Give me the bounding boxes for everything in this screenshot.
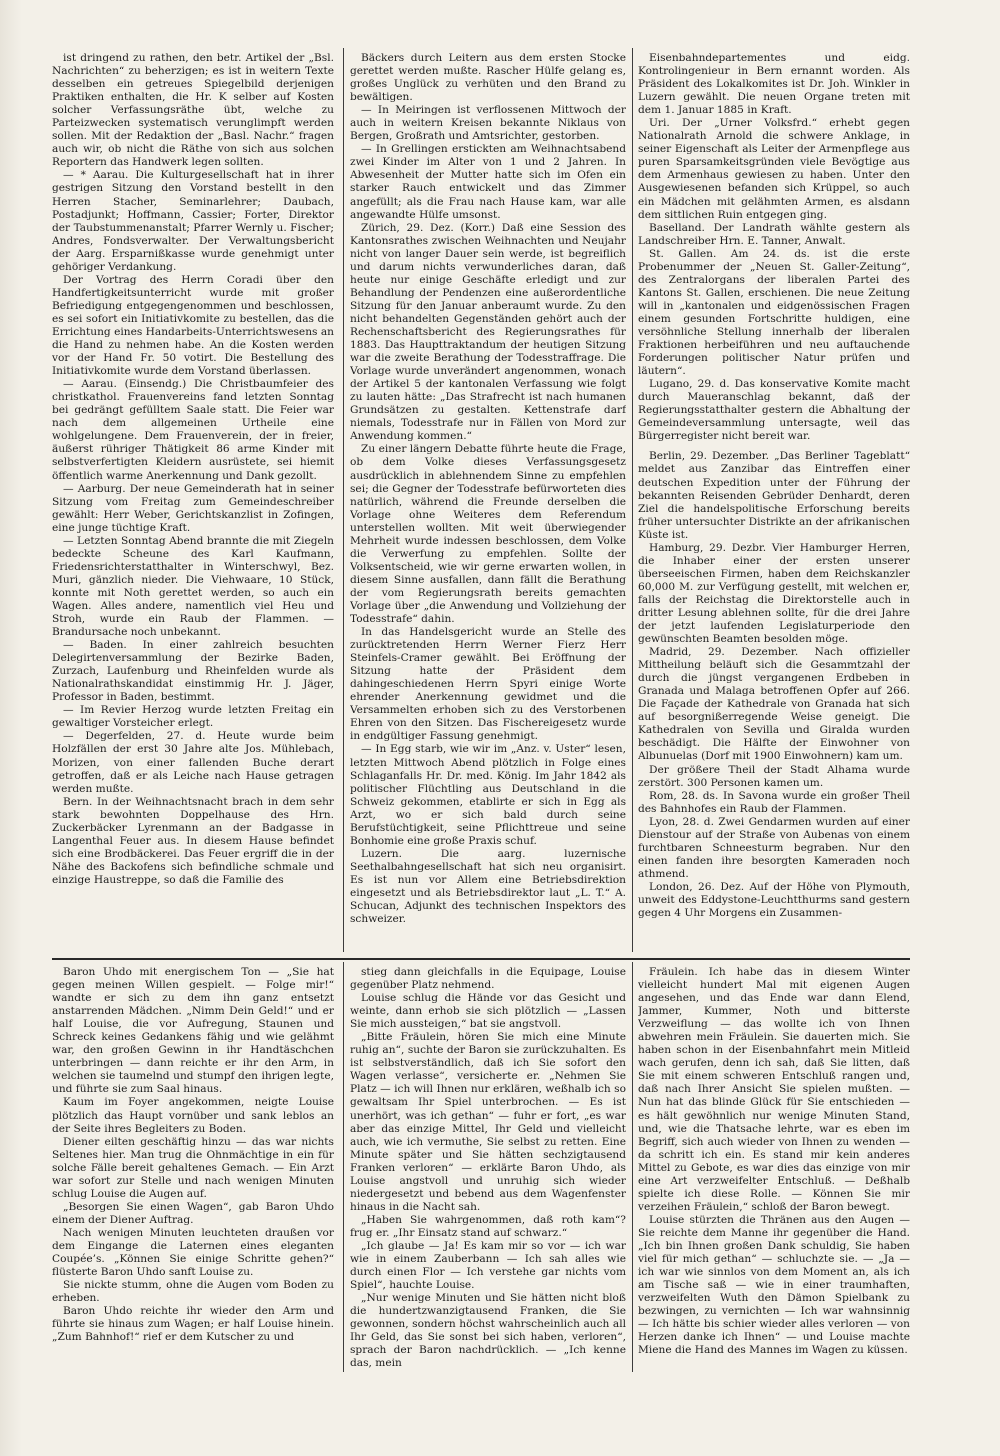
article-paragraph: Kaum im Foyer angekommen, neigte Louise plötzlich das Haupt vornüber und sank leblos an der Seite ihres Begleiters zu Boden. (52, 1096, 334, 1135)
article-paragraph: Baron Uhdo mit energischem Ton — „Sie hat gegen meinen Willen gespielt. — Folge mir!“ wandte er sich zu dem ihn ganz entsetzt anstarrenden Mädchen. „Nimm Dein Geld!“ und er half Louise, die vor Aufregung, Staunen und Schreck keines Gedankens fähig und wie gelähmt war, den großen Gewinn in ihr Handtäschchen unterbringen — dann reichte er ihr den Arm, in welchen sie taumelnd und stumpf den ihrigen legte, und führte sie zum Saal hinaus. (52, 966, 334, 1096)
article-paragraph: Der größere Theil der Stadt Alhama wurde zerstört. 300 Personen kamen um. (638, 763, 910, 789)
column-divider-1 (343, 48, 344, 952)
article-paragraph: Louise stürzten die Thränen aus den Augen — Sie reichte dem Manne ihr gegenüber die Hand. „Ich bin Ihnen großen Dank schuldig, Sie haben viel für mich gethan“ — schluchzte sie. — „Ja — ich war wie sinnlos von dem Moment an, als ich am Tische saß — wie in einer traumhaften, verzweifelten Wuth den Dämon Spielbank zu bezwingen, zu vernichten — Ich war wahnsinnig — Ich hätte bis schier wieder alles verloren — von Herzen danke ich Ihnen“ — und Louise machte Miene die Hand des Mannes im Wagen zu küssen. (638, 1213, 910, 1357)
article-paragraph: Baselland. Der Landrath wählte gestern als Landschreiber Hrn. E. Tanner, Anwalt. (638, 221, 910, 247)
article-paragraph: — In Meiringen ist verflossenen Mittwoch der auch in weitern Kreisen bekannte Niklaus von Bergen, Großrath und Amtsrichter, gestorben. (350, 104, 626, 143)
article-paragraph: Baron Uhdo reichte ihr wieder den Arm und führte sie hinaus zum Wagen; er half Louise hinein. „Zum Bahnhof!“ rief er dem Kutscher zu und (52, 1305, 334, 1344)
column-divider-3 (343, 962, 344, 1372)
article-paragraph: London, 26. Dez. Auf der Höhe von Plymouth, unweit des Eddystone-Leuchtthurms sand gestern gegen 4 Uhr Morgens ein Zusammen- (638, 880, 910, 920)
article-paragraph: ist dringend zu rathen, den betr. Artikel der „Bsl. Nachrichten“ zu beherzigen; es ist in weitern Texte desselben ein getreues Spiegelbild derjenigen Praktiken enthalten, die Hr. K selber auf Kosten solcher Verfassungsräthe übt, welche zu Parteizwecken systematisch verunglimpft werden sollen. Mit der Redaktion der „Basl. Nachr.“ fragen auch wir, ob nicht die Räthe von sich aus solchen Reportern das Handwerk legen sollten. (52, 52, 334, 169)
article-paragraph: „Ich glaube — Ja! Es kam mir so vor — ich war wie in einem Zauberbann — Ich sah alles wie durch einen Flor — Ich verstehe gar nichts vom Spiel“, hauchte Louise. (350, 1239, 626, 1292)
article-paragraph: Lugano, 29. d. Das konservative Komite macht durch Maueranschlag bekannt, daß der Regierungsstatthalter gestern die Abhaltung der Gemeindeversammlung untersagte, weil das Bürgerregister nicht bereit war. (638, 378, 910, 443)
article-paragraph: „Nur wenige Minuten und Sie hätten nicht bloß die hundertzwanzigtausend Franken, die Sie gewonnen, sondern höchst wahrscheinlich auch all Ihr Geld, das Sie sonst bei sich haben, verloren“, sprach der Baron nachdrücklich. — „Ich kenne das, mein (350, 1292, 626, 1370)
column-divider-2 (632, 48, 633, 952)
article-paragraph: Louise schlug die Hände vor das Gesicht und weinte, dann erhob sie sich plötzlich — „Lassen Sie mich aussteigen,“ bat sie angstvoll. (350, 992, 626, 1031)
article-paragraph: „Bitte Fräulein, hören Sie mich eine Minute ruhig an“, suchte der Baron sie zurückzuhalten. Es ist selbstverständlich, daß ich Sie sofort den Wagen verlasse“, versicherte er. „Nehmen Sie Platz — ich will Ihnen nur erklären, weßhalb ich so gewaltsam Ihr Spiel unterbrochen. — Es ist unerhört, was ich gethan“ — fuhr er fort, „es war aber das einzige Mittel, Ihr Geld und vielleicht auch, wie ich vermuthe, Sie selbst zu retten. Eine Minute später und Sie hätten sechzigtausend Franken verloren“ — erklärte Baron Uhdo, als Louise angstvoll und unruhig sich wieder niedergesetzt und bebend aus dem Wagenfenster hinaus in die Nacht sah. (350, 1031, 626, 1213)
news-column-3 (638, 52, 910, 952)
article-paragraph: — Baden. In einer zahlreich besuchten Delegirtenversammlung der Bezirke Baden, Zurzach, Laufenburg und Rheinfelden wurde als Nationalrathskandidat einstimmig Hr. J. Jäger, Professor in Baden, bestimmt. (52, 639, 334, 704)
feuilleton-column-1 (52, 966, 334, 1372)
article-paragraph: Hamburg, 29. Dezbr. Vier Hamburger Herren, die Inhaber einer der ersten unserer überseeischen Firmen, haben dem Reichskanzler 60,000 M. zur Verfügung gestellt, mit welchen er, falls der Reichstag die Direktorstelle auch in dritter Lesung ablehnen sollte, für die drei Jahre der jetzt laufenden Legislaturperiode den gewünschten Beamten besolden möge. (638, 541, 910, 646)
article-paragraph: — In Egg starb, wie wir im „Anz. v. Uster“ lesen, letzten Mittwoch Abend plötzlich in Folge eines Schlaganfalls Hr. Dr. med. König. Im Jahr 1842 als politischer Flüchtling aus Deutschland in die Schweiz gekommen, etablirte er sich in Egg als Arzt, wo er sich bald durch seine Berufstüchtigkeit, seine Pflichttreue und seine Bonhomie eine große Praxis schuf. (350, 743, 626, 847)
article-paragraph: Nach wenigen Minuten leuchteten draußen vor dem Eingange die Laternen eines eleganten Coupée’s. „Können Sie einige Schritte gehen?“ flüsterte Baron Uhdo sanft Louise zu. (52, 1226, 334, 1279)
article-paragraph: „Besorgen Sie einen Wagen“, gab Baron Uhdo einem der Diener Auftrag. (52, 1200, 334, 1226)
article-paragraph: St. Gallen. Am 24. ds. ist die erste Probenummer der „Neuen St. Galler-Zeitung“, des Zentralorgans der liberalen Partei des Kantons St. Gallen, erschienen. Die neue Zeitung will in „kantonalen und eidgenössischen Fragen einem gesunden Fortschritte huldigen, eine versöhnliche Stellung innerhalb der liberalen Fraktionen herbeiführen und neu auftauchende Forderungen politischer Natur prüfen und läutern“. (638, 247, 910, 378)
article-paragraph: Lyon, 28. d. Zwei Gendarmen wurden auf einer Dienstour auf der Straße von Aubenas von einem furchtbaren Schneesturm begraben. Nur den einen fanden ihre besorgten Kameraden noch athmend. (638, 815, 910, 880)
article-paragraph: Madrid, 29. Dezember. Nach offizieller Mittheilung beläuft sich die Gesammtzahl der durch die jüngst vergangenen Erdbeben in Granada und Malaga betroffenen Opfer auf 266. Die Façade der Kathedrale von Granada hat sich auf besorgnißerregende Weise geneigt. Die Kathedralen von Sevilla und Giralda wurden beschädigt. Die Hälfte der Einwohner von Albunuelas (Dorf mit 1900 Einwohnern) kam um. (638, 646, 910, 763)
news-column-1 (52, 52, 334, 952)
article-paragraph: Zürich, 29. Dez. (Korr.) Daß eine Session des Kantonsrathes zwischen Weihnachten und Neujahr nicht von langer Dauer sein werde, ist begreiflich und darum nichts verwunderliches daran, daß heute nur einige Geschäfte erledigt und zur Behandlung der Pendenzen eine außerordentliche Sitzung für den Januar anberaumt wurde. Zu den nicht behandelten Gegenständen gehört auch der Rechenschaftsbericht des Regierungsrathes für 1883. Das Haupttraktandum der heutigen Sitzung war die zweite Berathung der Todesstraffrage. Die Vorlage wurde unverändert angenommen, wonach der Artikel 5 der kantonalen Verfassung wie folgt zu lauten hätte: „Das Strafrecht ist nach humanen Grundsätzen zu gestalten. Kettenstrafe darf niemals, Todesstrafe nur in Fällen von Mord zur Anwendung kommen.“ (350, 221, 626, 443)
feuilleton-separator (52, 958, 910, 960)
article-paragraph: Bern. In der Weihnachtsnacht brach in dem sehr stark bewohnten Doppelhause des Hrn. Zuckerbäcker Lyrenmann an der Badgasse in Langenthal Feuer aus. In diesem Hause befindet sich eine Brodbäckerei. Das Feuer ergriff die in der Nähe des Backofens sich befindliche schmale und einzige Haustreppe, so daß die Familie des (52, 795, 334, 886)
section-gap (638, 443, 910, 450)
article-paragraph: Der Vortrag des Herrn Coradi über den Handfertigkeitsunterricht wurde mit großer Befriedigung entgegengenommen und beschlossen, es sei sofort ein Initiativkomite zu bestellen, das die Errichtung eines Handarbeits-Unterrichtswesens an die Hand zu nehmen habe. An die Kosten werden vor der Hand Fr. 50 votirt. Die Bestellung des Initiativkomite wurde dem Vorstand überlassen. (52, 273, 334, 378)
article-paragraph: Diener eilten geschäftig hinzu — das war nichts Seltenes hier. Man trug die Ohnmächtige in ein für solche Fälle bereit gehaltenes Gemach. — Ein Arzt war sofort zur Stelle und nach wenigen Minuten schlug Louise die Augen auf. (52, 1135, 334, 1200)
news-column-2 (350, 52, 626, 952)
article-paragraph: Berlin, 29. Dezember. „Das Berliner Tageblatt“ meldet aus Zanzibar das Eintreffen einer deutschen Expedition unter der Führung der bekannten Reisenden Gebrüder Denhardt, deren Ziel die handelspolitische Erforschung bereits früher untersuchter Distrikte an der afrikanischen Küste ist. (638, 450, 910, 541)
column-divider-4 (632, 962, 633, 1372)
feuilleton-column-3 (638, 966, 910, 1372)
article-paragraph: „Haben Sie wahrgenommen, daß roth kam“? frug er. „Ihr Einsatz stand auf schwarz.“ (350, 1213, 626, 1239)
article-paragraph: Eisenbahndepartementes und eidg. Kontrolingenieur in Bern ernannt worden. Als Präsident des Lokalkomites ist Dr. Joh. Winkler in Luzern gewählt. Die neuen Organe treten mit dem 1. Januar 1885 in Kraft. (638, 52, 910, 117)
article-paragraph: stieg dann gleichfalls in die Equipage, Louise gegenüber Platz nehmend. (350, 966, 626, 992)
article-paragraph: — Letzten Sonntag Abend brannte die mit Ziegeln bedeckte Scheune des Karl Kaufmann, Friedensrichterstatthalter in Winterschwyl, Bez. Muri, gänzlich nieder. Die Viehwaare, 10 Stück, konnte mit Noth gerettet werden, so auch ein Wagen. Alles andere, namentlich viel Heu und Stroh, wurde ein Raub der Flammen. — Brandursache noch unbekannt. (52, 534, 334, 639)
article-paragraph: Sie nickte stumm, ohne die Augen vom Boden zu erheben. (52, 1279, 334, 1305)
scan-edge-shadow (0, 0, 22, 1456)
article-paragraph: In das Handelsgericht wurde an Stelle des zurücktretenden Herrn Werner Fierz Herr Steinfels-Cramer gewählt. Bei Eröffnung der Sitzung hatte der Präsident dem dahingeschiedenen Herrn Spyri einige Worte ehrender Anerkennung gewidmet und die Versammelten erhoben sich zu des Verstorbenen Ehren von den Sitzen. Das Fischereigesetz wurde in endgültiger Fassung genehmigt. (350, 626, 626, 743)
article-paragraph: — Im Revier Herzog wurde letzten Freitag ein gewaltiger Vorsteicher erlegt. (52, 704, 334, 730)
article-paragraph: — Aarburg. Der neue Gemeinderath hat in seiner Sitzung vom Freitag zum Gemeindeschreiber gewählt: Herr Weber, Gerichtskanzlist in Zofingen, eine junge tüchtige Kraft. (52, 482, 334, 534)
article-paragraph: — In Grellingen erstickten am Weihnachtsabend zwei Kinder im Alter von 1 und 2 Jahren. In Abwesenheit der Mutter hatte sich im Ofen ein starker Rauch entwickelt und das Zimmer angefüllt; als die Frau nach Hause kam, war alle angewandte Hülfe umsonst. (350, 143, 626, 221)
article-paragraph: Fräulein. Ich habe das in diesem Winter vielleicht hundert Mal mit eigenen Augen angesehen, und das Ende war dann Elend, Jammer, Kummer, Noth und bitterste Verzweiflung — das wollte ich von Ihnen abwehren mein Fräulein. Sie dauerten mich. Sie haben schon in der Eisenbahnfahrt mein Mitleid wach gerufen, denn ich sah, daß Sie litten, daß Sie mit einem schweren Entschluß rangen und, daß nach Ihrer Ansicht Sie spielen mußten. — Nun hat das blinde Glück für Sie entschieden — es hält gewöhnlich nur wenige Minuten Stand, und, wie die Thatsache lehrte, war es eben im Begriff, sich auch wieder von Ihnen zu wenden — da schritt ich ein. Es stand mir kein anderes Mittel zu Gebote, es war dies das einzige von mir eine Art verzweifelter Entschluß. — Deßhalb spielte ich diese Rolle. — Können Sie mir verzeihen Fräulein,“ schloß der Baron bewegt. (638, 966, 910, 1213)
article-paragraph: — Aarau. (Einsendg.) Die Christbaumfeier des christkathol. Frauenvereins fand letzten Sonntag bei gedrängt gefülltem Saale statt. Die Feier war nach dem allgemeinen Urtheile eine wohlgelungene. Dem Frauenverein, der in freier, äußerst rühriger Thätigkeit 86 arme Kinder mit selbstverfertigten Kleidern ausrüstete, sei hiemit öffentlich warme Anerkennung und Dank gezollt. (52, 378, 334, 482)
article-paragraph: Luzern. Die aarg. luzernische Seethalbahngesellschaft hat sich neu organisirt. Es ist nun vor Allem eine Betriebsdirektion eingesetzt und als Betriebsdirektor laut „L. T.“ A. Schucan, Adjunkt des technischen Inspektors des schweizer. (350, 847, 626, 926)
article-paragraph: Zu einer längern Debatte führte heute die Frage, ob dem Volke dieses Verfassungsgesetz ausdrücklich in ablehnendem Sinne zu empfehlen sei; die Gegner der Todesstrafe befürworteten dies natürlich, während die Freunde derselben die Vorlage ohne Weiteres dem Referendum unterstellen wollten. Mit weit überwiegender Mehrheit wurde indessen beschlossen, dem Volke die Verwerfung zu empfehlen. Sollte der Volksentscheid, wie wir gerne erwarten wollen, in diesem Sinne ausfallen, dann fällt die Berathung der vom Regierungsrath bereits gemachten Vorlage über „die Anwendung und Vollziehung der Todesstrafe“ dahin. (350, 443, 626, 626)
article-paragraph: Rom, 28. ds. In Savona wurde ein großer Theil des Bahnhofes ein Raub der Flammen. (638, 789, 910, 815)
article-paragraph: — * Aarau. Die Kulturgesellschaft hat in ihrer gestrigen Sitzung den Vorstand bestellt in den Herren Stacher, Seminarlehrer; Daubach, Postadjunkt; Hoffmann, Cassier; Forter, Direktor der Taubstummenanstalt; Pfarrer Wernly u. Fischer; Andres, Fondsverwalter. Der Verwaltungsbericht der Aarg. Ersparnißkasse wurde genehmigt unter gehöriger Verdankung. (52, 169, 334, 273)
article-paragraph: — Degerfelden, 27. d. Heute wurde beim Holzfällen der erst 30 Jahre alte Jos. Mühlebach, Morizen, von einer fallenden Buche derart getroffen, daß er als Leiche nach Hause getragen werden mußte. (52, 730, 334, 795)
article-paragraph: Bäckers durch Leitern aus dem ersten Stocke gerettet werden mußte. Rascher Hülfe gelang es, großes Unglück zu verhüten und den Brand zu bewältigen. (350, 52, 626, 104)
article-paragraph: Uri. Der „Urner Volksfrd.“ erhebt gegen Nationalrath Arnold die schwere Anklage, in seiner Eigenschaft als Leiter der Armenpflege aus puren Sparsamkeitsgründen viele Bevögtige aus dem Armenhaus gewiesen zu haben. Unter den Ausgewiesenen befanden sich Krüppel, so auch ein Mädchen mit gelähmten Armen, es alsdann dem sittlichen Ruin entgegen ging. (638, 117, 910, 221)
feuilleton-column-2 (350, 966, 626, 1372)
